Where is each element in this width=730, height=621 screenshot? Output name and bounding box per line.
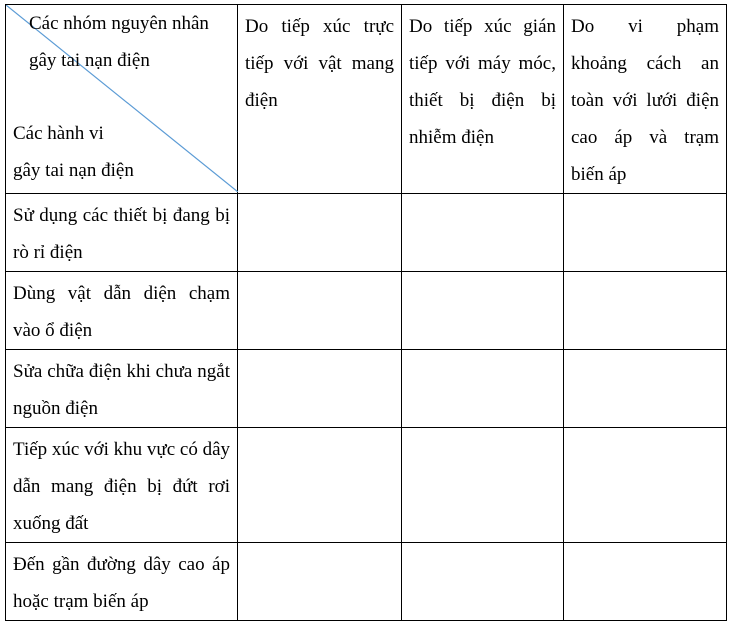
answer-cell xyxy=(238,272,402,350)
answer-cell xyxy=(238,194,402,272)
corner-top-label xyxy=(29,5,229,79)
column-header-safety-distance: Do vi phạm khoảng cách an toàn với lưới điện cao áp và trạm biến áp xyxy=(564,5,727,194)
answer-cell xyxy=(402,543,564,621)
corner-header-cell xyxy=(6,5,238,194)
column-header-indirect-contact: Do tiếp xúc gián tiếp với máy móc, thiết bị điện bị nhiễm điện xyxy=(402,5,564,194)
answer-cell xyxy=(238,543,402,621)
table-row xyxy=(6,350,727,428)
answer-cell xyxy=(402,194,564,272)
answer-cell xyxy=(564,272,727,350)
answer-cell xyxy=(564,350,727,428)
corner-bottom-label xyxy=(13,115,213,189)
answer-cell xyxy=(238,428,402,543)
answer-cell xyxy=(402,350,564,428)
table-row xyxy=(6,272,727,350)
table-row xyxy=(6,428,727,543)
row-label: Sửa chữa điện khi chưa ngắt nguồn điện xyxy=(6,350,238,428)
answer-cell xyxy=(564,543,727,621)
row-label: Sử dụng các thiết bị đang bị rò rỉ điện xyxy=(6,194,238,272)
row-label: Tiếp xúc với khu vực có dây dẫn mang điện bị đứt rơi xuống đất xyxy=(6,428,238,543)
corner-top-line2: gây tai nạn điện xyxy=(29,50,150,71)
corner-top-line1: Các nhóm nguyên nhân xyxy=(29,13,209,34)
header-row xyxy=(6,5,727,194)
cause-behavior-table xyxy=(5,4,727,621)
answer-cell xyxy=(564,428,727,543)
row-label: Dùng vật dẫn diện chạm vào ổ điện xyxy=(6,272,238,350)
corner-bottom-line2: gây tai nạn điện xyxy=(13,160,134,181)
table-row xyxy=(6,543,727,621)
column-header-direct-contact: Do tiếp xúc trực tiếp với vật mang điện xyxy=(238,5,402,194)
row-label: Đến gần đường dây cao áp hoặc trạm biến áp xyxy=(6,543,238,621)
answer-cell xyxy=(238,350,402,428)
corner-bottom-line1: Các hành vi xyxy=(13,123,104,144)
answer-cell xyxy=(564,194,727,272)
table-row xyxy=(6,194,727,272)
answer-cell xyxy=(402,428,564,543)
answer-cell xyxy=(402,272,564,350)
